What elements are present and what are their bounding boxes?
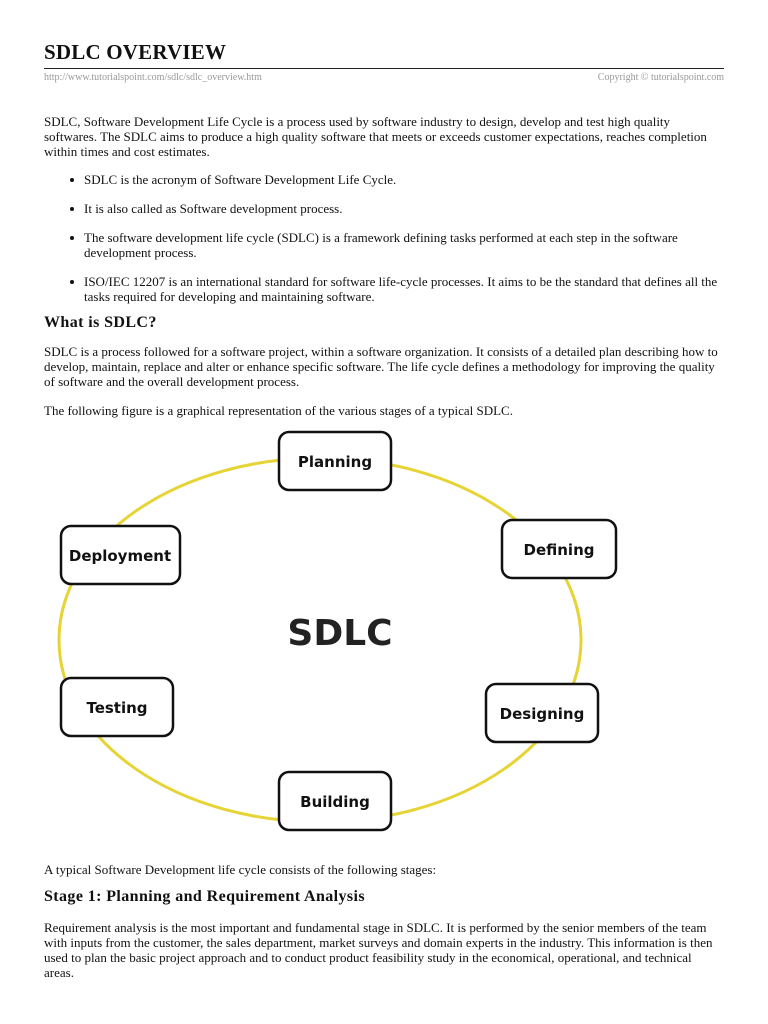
stage-label-testing: Testing [86, 699, 148, 717]
page-title: SDLC OVERVIEW [44, 40, 227, 64]
stage-label-building: Building [300, 793, 370, 811]
section-heading-stage-1: Stage 1: Planning and Requirement Analysis [44, 888, 365, 905]
stage-label-deployment: Deployment [68, 547, 172, 565]
diagram-center-label: SDLC [287, 613, 393, 654]
bullet-item: SDLC is the acronym of Software Development Life Cycle. [44, 172, 724, 187]
what-is-sdlc-paragraph: SDLC is a process followed for a software project, within a software organization. It consists of a detailed plan describing how to develop, maintain, replace and alter or enhance specific software. The life cycle defines a methodology for improving the quality of software and the overall development process. [44, 344, 718, 389]
intro-paragraph: SDLC, Software Development Life Cycle is a process used by software industry to design, develop and test high quality softwares. The SDLC aims to produce a high quality software that meets or exceeds customer expectations, reaches completion within times and cost estimates. [44, 114, 707, 159]
stages-intro-paragraph: A typical Software Development life cycle consists of the following stages: [44, 862, 437, 877]
figure-intro-paragraph: The following figure is a graphical representation of the various stages of a typical SDLC. [44, 403, 513, 418]
stage-node-building [279, 772, 391, 830]
stage-node-deployment [61, 526, 180, 584]
stage-node-planning [279, 432, 391, 490]
source-url[interactable]: http://www.tutorialspoint.com/sdlc/sdlc_overview.htm [44, 72, 262, 83]
stage-label-planning: Planning [297, 453, 373, 471]
stage-node-testing [61, 678, 173, 736]
stage-node-defining [502, 520, 616, 578]
bullet-item: The software development life cycle (SDLC) is a framework defining tasks performed at each step in the software development process. [44, 230, 724, 260]
stage-node-designing [486, 684, 598, 742]
bullet-item: ISO/IEC 12207 is an international standard for software life-cycle processes. It aims to be the standard that defines all the tasks required for developing and maintaining software. [44, 274, 724, 304]
stage-label-defining: Defining [523, 541, 595, 559]
bullet-item: It is also called as Software development process. [44, 201, 724, 216]
stage-label-designing: Designing [499, 705, 585, 723]
stage-1-paragraph: Requirement analysis is the most important and fundamental stage in SDLC. It is performed by the senior members of the team with inputs from the customer, the sales department, market surveys and domain experts in the industry. This information is then used to plan the basic project approach and to conduct product feasibility study in the economical, operational, and technical areas. [44, 920, 713, 980]
copyright-notice: Copyright © tutorialspoint.com [597, 72, 724, 83]
section-heading-what-is-sdlc: What is SDLC? [44, 314, 157, 331]
